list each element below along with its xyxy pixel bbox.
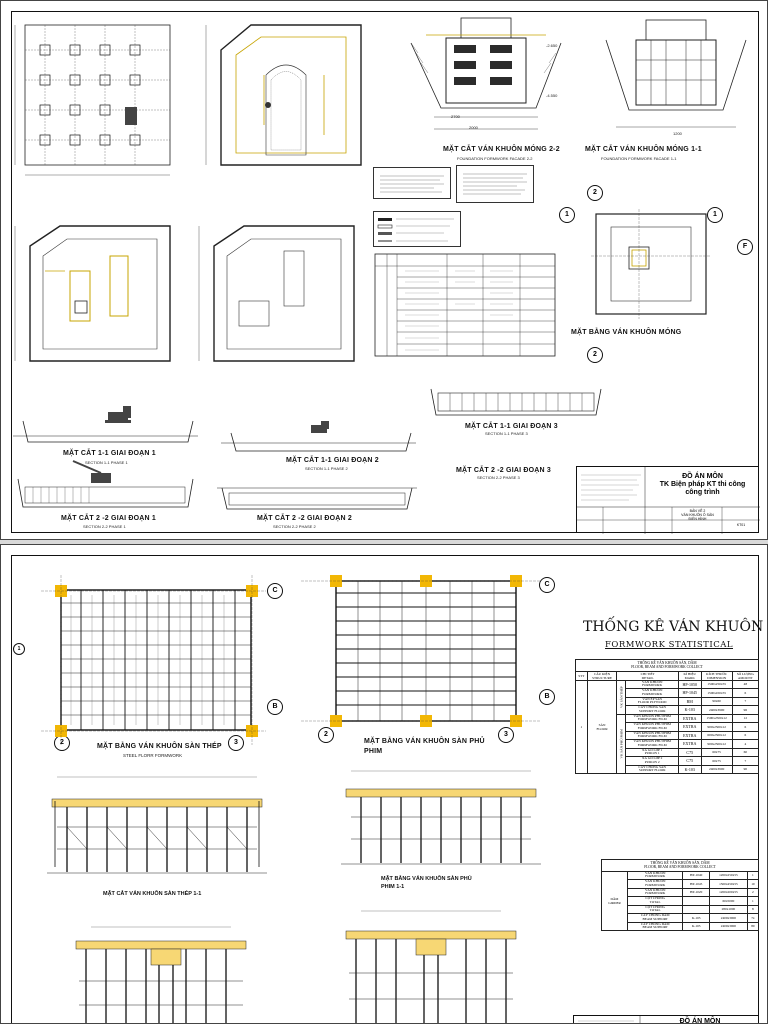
- title-block: [573, 1015, 759, 1024]
- table-cell: C75: [678, 757, 701, 766]
- phase-2-2-1-subtitle: SECTION 2-2 PHASE 1: [83, 524, 126, 529]
- formwork-statistics-subtitle: FORMWORK STATISTICAL: [605, 640, 733, 650]
- phase-2-2-1-title: MẶT CẮT 2 -2 GIAI ĐOẠN 1: [61, 515, 157, 522]
- formwork-statistics-table-1: [575, 659, 759, 774]
- grid-axis-F: F: [737, 239, 753, 255]
- table-cell-structure: SÀN FLOOR: [587, 680, 617, 774]
- table-cell: VÁN ÉP SÀN FLOOR PLYWOOD: [626, 697, 679, 706]
- section-1-1-phase-2-drawing: [221, 421, 416, 455]
- grid-axis-2: 2: [587, 347, 603, 363]
- table-cell: VÁN KHUÔN FORMWORK: [628, 880, 683, 889]
- phase-1-1-1-title: MẶT CẮT 1-1 GIAI ĐOẠN 1: [63, 450, 156, 457]
- section-2-2-phase-2-drawing: [217, 483, 417, 513]
- steel-floor-plan-subtitle: STEEL FLORR FORMWORK: [123, 753, 183, 758]
- table-cell: 1500x450x55: [701, 689, 732, 698]
- table-cell: 7: [732, 697, 758, 706]
- table-cell: HP-1050: [678, 680, 701, 689]
- table-cell: VÁN KHUÔN FORMWORK: [626, 689, 679, 698]
- film-floor-formwork-plan-drawing: [301, 563, 541, 733]
- table-header-cell: CHI TIẾT DETAIL: [617, 671, 679, 680]
- table-cell: 900x2500x12: [701, 723, 732, 732]
- table-caption: THỐNG KÊ VÁN KHUÔN SÀN, DẦM FLOOR, BEAM AND FORMWORK COLLECT: [601, 859, 759, 871]
- table-cell: 1500x2500x12: [701, 714, 732, 723]
- notes-box: [456, 165, 534, 203]
- table-header-cell: KÍCH THƯỚC DIMENSION: [701, 671, 732, 680]
- phase-1-1-2-title: MẶT CẮT 1-1 GIAI ĐOẠN 2: [286, 457, 379, 464]
- table-cell: HP-1045: [683, 880, 710, 889]
- grid-axis-3: 3: [498, 727, 514, 743]
- table-cell: 1: [747, 871, 758, 880]
- table-cell: 7x: [747, 914, 758, 923]
- dimension-label: 2000: [469, 125, 478, 130]
- section-1-1-phase-3-drawing: [426, 385, 606, 421]
- level-label: -4.550: [546, 93, 558, 98]
- table-cell: [683, 897, 710, 906]
- table-cell: 7: [732, 757, 758, 766]
- table-row: [602, 871, 759, 880]
- excavation-plan-drawing: [206, 15, 376, 185]
- foundation-formwork-plan-title: MẶT BẰNG VÁN KHUÔN MÓNG: [571, 329, 682, 336]
- phase-2-2-2-title: MẶT CẮT 2 -2 GIAI ĐOẠN 2: [257, 515, 353, 522]
- excavation-plan-3-drawing: [199, 211, 369, 381]
- phase-1-1-2-subtitle: SECTION 1-1 PHASE 2: [305, 466, 348, 471]
- table-cell: CỘT CHỐNG TOTAL: [628, 905, 683, 914]
- grid-axis-1: 1: [559, 207, 575, 223]
- table-cell: VÁN KHUÔN PHỦ PHIM FORMWORK FILM: [626, 731, 679, 740]
- phase-2-2-3-subtitle: SECTION 2-2 PHASE 3: [477, 475, 520, 480]
- table-cell: VÁN KHUÔN FORMWORK: [628, 871, 683, 880]
- grid-axis-1: 1: [707, 207, 723, 223]
- phase-1-1-3-title: MẶT CẮT 1-1 GIAI ĐOẠN 3: [465, 423, 558, 430]
- table-row: [576, 680, 759, 689]
- grid-axis-B: B: [539, 689, 555, 705]
- formwork-label: HP 1050: [453, 87, 469, 92]
- sheet-number: KT01: [736, 523, 746, 527]
- grid-axis-2: 2: [318, 727, 334, 743]
- table-cell: 4: [732, 740, 758, 749]
- table-cell-stt: 1: [576, 680, 588, 774]
- table-cell: 8: [747, 905, 758, 914]
- steel-floor-plan-title: MẶT BẰNG VÁN KHUÔN SÀN THÉP: [97, 743, 222, 750]
- table-cell: EXTRA: [678, 740, 701, 749]
- table-cell: 900x2500x12: [701, 740, 732, 749]
- formwork-statistics-table-2: [601, 859, 759, 931]
- beam-section-2-drawing: [341, 909, 521, 1024]
- table-cell: K-103: [678, 706, 701, 715]
- formwork-statistics-title: THỐNG KÊ VÁN KHUÔN: [583, 619, 764, 635]
- grid-axis-1: 1: [13, 643, 25, 655]
- section-1-1-phase-1-drawing: [13, 406, 198, 448]
- table-cell: BM: [678, 697, 701, 706]
- table-cell: 2400x3900: [701, 706, 732, 715]
- legend-box: [373, 211, 461, 247]
- table-cell: 10: [747, 880, 758, 889]
- phase-1-1-3-subtitle: SECTION 1-1 PHASE 3: [485, 431, 528, 436]
- table-cell-group: VK SÀN THÉP: [617, 680, 626, 714]
- table-cell: 2: [747, 888, 758, 897]
- table-cell: 1500x250x55: [701, 680, 732, 689]
- foundation-formwork-plan-drawing: [591, 209, 711, 319]
- section-2-2-subtitle: FOUNDATION FORMWORK FACADE 2-2: [457, 156, 533, 161]
- phase-2-2-2-subtitle: SECTION 2-2 PHASE 2: [273, 524, 316, 529]
- table-cell: 1: [747, 897, 758, 906]
- table-cell: K-103: [678, 765, 701, 774]
- table-cell: 600x2500x12: [701, 731, 732, 740]
- grid-axis-B: B: [267, 699, 283, 715]
- foundation-statistics-table: [375, 254, 555, 356]
- beam-section-1-drawing: [71, 925, 251, 1024]
- table-header-cell: KÍ HIỆU MARK: [678, 671, 701, 680]
- table-cell: EXTRA: [678, 714, 701, 723]
- dimension-label: 2700: [451, 114, 460, 119]
- grid-axis-3: 3: [228, 735, 244, 751]
- table-cell: 60x75: [701, 757, 732, 766]
- table-cell: 90: [732, 765, 758, 774]
- section-1-1-title: MẶT CẮT VÁN KHUÔN MÓNG 1-1: [585, 146, 702, 153]
- foundation-plan-drawing: [15, 15, 185, 185]
- table-cell: CÂY CHỐNG SÀN SUPPORT FLOOR: [626, 765, 679, 774]
- table-cell: 48: [732, 680, 758, 689]
- formwork-label: HP 550: [497, 87, 511, 92]
- table-cell: K-103: [683, 914, 710, 923]
- table-cell: 12: [732, 714, 758, 723]
- excavation-plan-2-drawing: [15, 211, 185, 381]
- table-header-cell: STT: [576, 671, 588, 680]
- table-cell: CỘT CHỐNG TOTAL: [628, 897, 683, 906]
- project-title: ĐỒ ÁN MÔN TK Biện pháp KT thi công công trình: [659, 473, 746, 497]
- table-cell: CÂY CHỐNG SÀN SUPPORT FLOOR: [626, 706, 679, 715]
- table-cell: 60: [732, 748, 758, 757]
- table-cell: XÀ GỒ LỚP 1 PURLIN 1: [626, 748, 679, 757]
- phase-2-2-3-title: MẶT CẮT 2 -2 GIAI ĐOẠN 3: [456, 467, 552, 474]
- steel-floor-formwork-plan-drawing: [41, 575, 266, 745]
- table-cell: CÂY CHỐNG DẦM BEAM SUPPORT: [628, 914, 683, 923]
- grid-axis-C: C: [267, 583, 283, 599]
- project-title: ĐỒ ÁN MÔN: [679, 1018, 721, 1024]
- table-cell: EXTRA: [678, 723, 701, 732]
- table-cell: VÁN KHUÔN PHỦ PHIM FORMWORK FILM: [626, 714, 679, 723]
- table-cell: 1200x250x55: [709, 871, 747, 880]
- drawing-title: BẢN VẼ 2 VÁN KHUÔN Ô SÀN ĐIỂN HÌNH: [681, 509, 714, 522]
- table-cell: HP-1040: [683, 871, 710, 880]
- film-floor-section-drawing: [341, 771, 541, 871]
- table-cell: CÂY CHỐNG DẦM BEAM SUPPORT: [628, 922, 683, 931]
- table-cell: VÁN KHUÔN FORMWORK: [628, 888, 683, 897]
- table-cell: 96: [732, 706, 758, 715]
- table-cell-group: VK SÀN PHỦ PHIM: [617, 714, 626, 774]
- section-2-2-phase-1-drawing: [13, 461, 198, 513]
- table-cell: 280x1000: [709, 905, 747, 914]
- table-cell: 2400x3900: [709, 922, 747, 931]
- table-cell: 6: [732, 723, 758, 732]
- section-2-2-title: MẶT CẮT VÁN KHUÔN MÓNG 2-2: [443, 146, 560, 153]
- table-cell: 60x5000: [709, 897, 747, 906]
- table-cell: 80: [747, 922, 758, 931]
- table-cell: 90x60: [701, 697, 732, 706]
- table-cell: 6: [732, 731, 758, 740]
- steel-floor-section-title: MẶT CẮT VÁN KHUÔN SÀN THÉP 1-1: [103, 891, 202, 897]
- grid-axis-C: C: [539, 577, 555, 593]
- table-cell: HP-1020: [683, 888, 710, 897]
- table-cell: 1200x200x55: [709, 888, 747, 897]
- table-cell: 2400x3900: [701, 765, 732, 774]
- phase-1-1-1-subtitle: SECTION 1-1 PHASE 1: [85, 460, 128, 465]
- table-cell: 1500x450x55: [709, 880, 747, 889]
- table-cell: VÁN KHUÔN FORMWORK: [626, 680, 679, 689]
- section-1-1-drawing: [601, 15, 751, 135]
- steel-floor-section-drawing: [47, 777, 267, 877]
- title-block: [576, 466, 759, 533]
- section-2-2-drawing: [406, 13, 566, 143]
- notes-box: [373, 167, 451, 199]
- drawing-sheet-2: [0, 544, 768, 1024]
- table-cell: 60x75: [701, 748, 732, 757]
- table-cell: VÁN KHUÔN PHỦ PHIM FORMWORK FILM: [626, 740, 679, 749]
- table-cell: [683, 905, 710, 914]
- table-header-cell: CẤU KIỆN STRUCTURE: [587, 671, 617, 680]
- table-cell: K-103: [683, 922, 710, 931]
- table-cell: 6: [732, 689, 758, 698]
- grid-axis-2: 2: [54, 735, 70, 751]
- table-cell-structure: DẦM GIRDER: [602, 871, 628, 931]
- dimension-label: 1200: [673, 131, 682, 136]
- table-cell: 2400x3900: [709, 914, 747, 923]
- section-1-1-subtitle: FOUNDATION FORMWORK FACADE 1-1: [601, 156, 677, 161]
- table-cell: HP-1045: [678, 689, 701, 698]
- film-floor-plan-title: MẶT BẰNG VÁN KHUÔN SÀN PHỦ PHIM: [364, 738, 485, 756]
- table-caption: THỐNG KÊ VÁN KHUÔN SÀN, DẦM FLOOR, BEAM AND FORMWORK COLLECT: [575, 659, 759, 671]
- table-header-cell: SỐ LƯỢNG AMOUNT: [732, 671, 758, 680]
- level-label: -2.650: [546, 43, 558, 48]
- table-header-row: [576, 671, 759, 680]
- table-cell: VÁN KHUÔN PHỦ PHIM FORMWORK FILM: [626, 723, 679, 732]
- table-cell: C75: [678, 748, 701, 757]
- grid-axis-2: 2: [587, 185, 603, 201]
- table-cell: XÀ GỒ LỚP 2 PURLIN 2: [626, 757, 679, 766]
- table-cell: EXTRA: [678, 731, 701, 740]
- film-floor-section-title: MẶT BẰNG VÁN KHUÔN SÀN PHỦ PHIM 1-1: [381, 876, 472, 891]
